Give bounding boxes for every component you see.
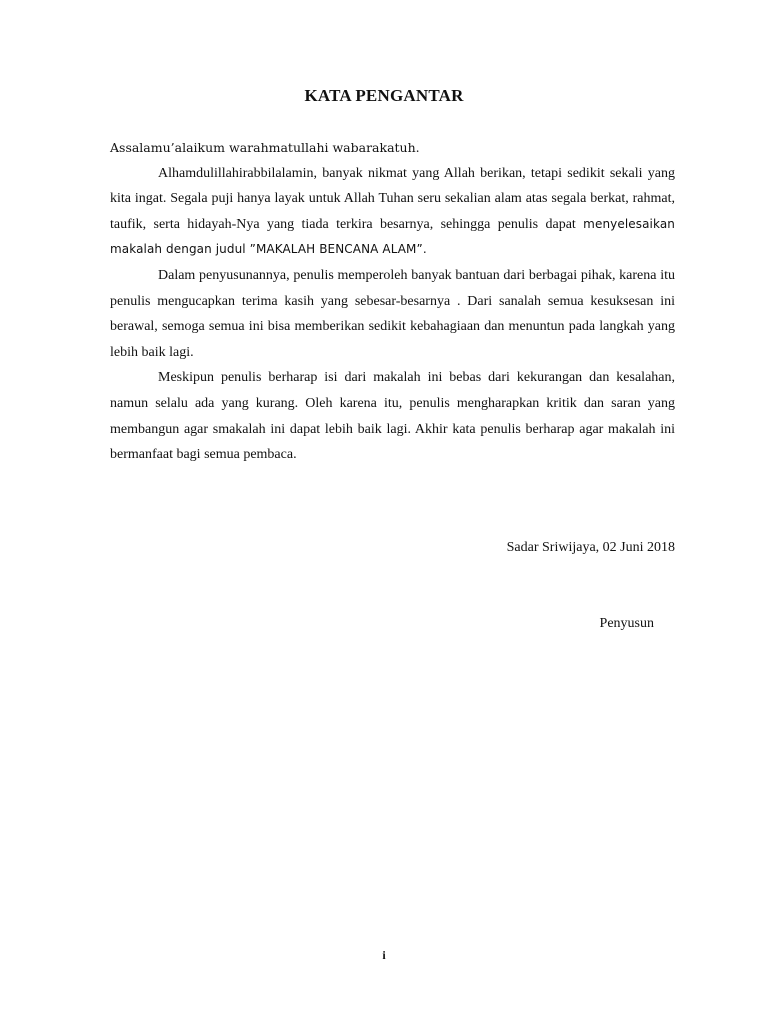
page-number: i [382,948,386,962]
page-title: KATA PENGANTAR [304,86,464,105]
paragraph-1-alt-text: menyelesaikan makalah dengan judul ”MAKALAH BENCANA ALAM”. [110,216,675,257]
greeting-line: Assalamu’alaikum warahmatullahi wabarakatuh. [110,140,420,155]
document-body [110,135,675,468]
paragraph-2: Dalam penyusunannya, penulis memperoleh banyak bantuan dari berbagai pihak, karena itu penulis mengucapkan terima kasih yang sebesar-besarnya . Dari sanalah semua kesuksesan ini berawal, semoga semua ini bisa memberikan sedikit kebahagiaan dan menuntun pada langkah yang lebih baik lagi. [110,267,675,360]
paragraph-1 [110,161,675,263]
paragraph-3: Meskipun penulis berharap isi dari makalah ini bebas dari kekurangan dan kesalahan, namun selalu ada yang kurang. Oleh karena itu, penulis mengharapkan kritik dan saran yang membangun agar smakalah ini dapat lebih baik lagi. Akhir kata penulis berharap agar makalah ini bermanfaat bagi semua pembaca. [110,370,675,463]
paragraph-1-text: Alhamdulillahirabbilalamin, banyak nikmat yang Allah berikan, tetapi sedikit sekali yang kita ingat. Segala puji hanya layak untuk Allah Tuhan seru sekalian alam atas segala berkat, rahmat, taufik, serta hidayah-Nya yang tiada terkira besarnya, sehingga penulis dapat [110,165,675,232]
place-date: Sadar Sriwijaya, 02 Juni 2018 [506,540,675,555]
author-signature: Penyusun [599,616,654,631]
